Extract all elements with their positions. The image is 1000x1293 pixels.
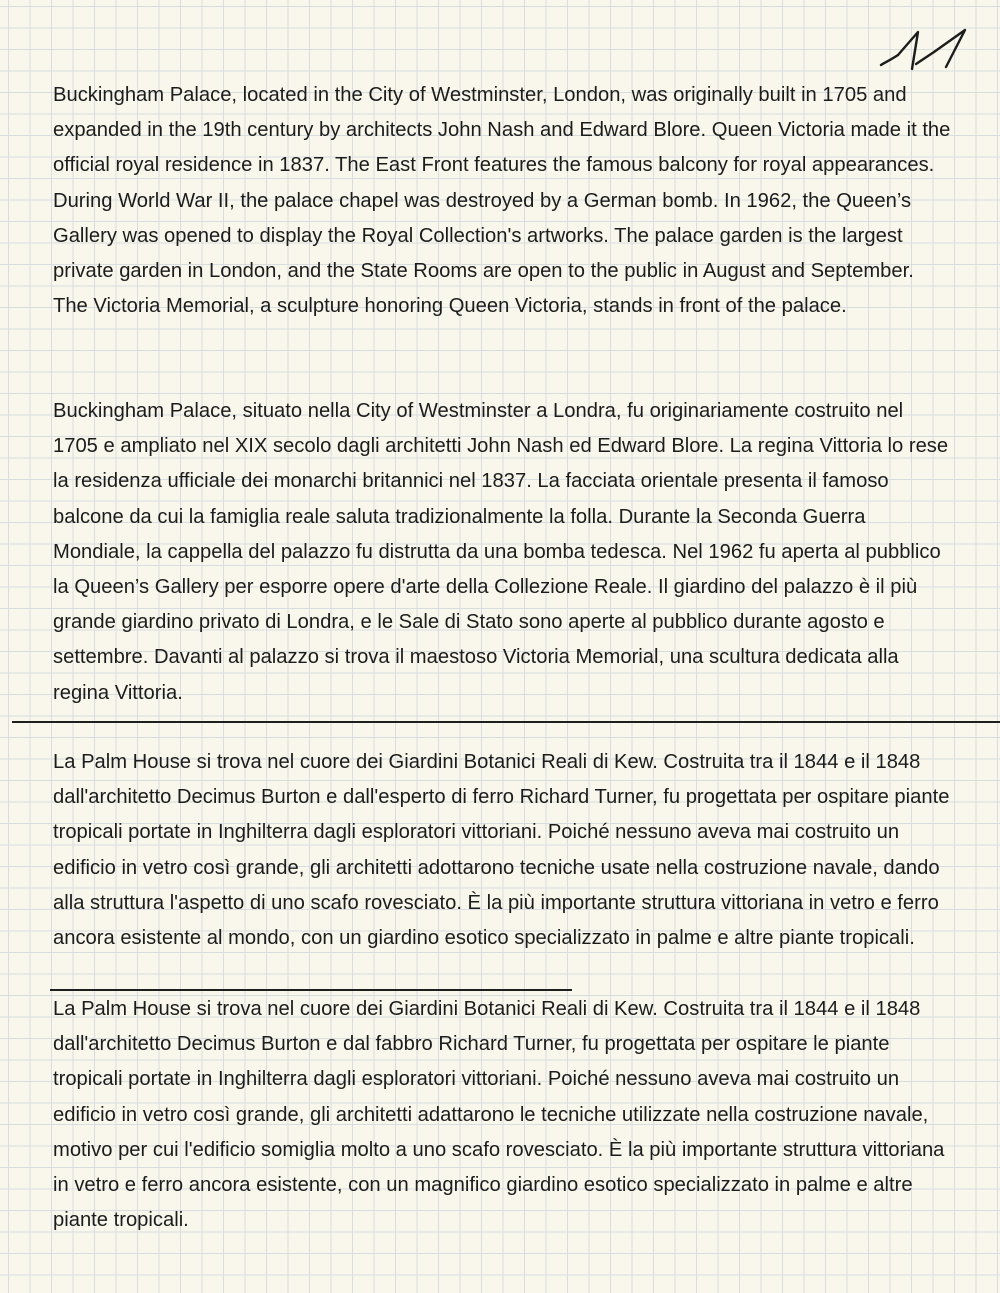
italian-paragraph-buckingham: Buckingham Palace, situato nella City of Westminster a Londra, fu originariamente costruito nel 1705 e ampliato nel XIX secolo dagli architetti John Nash ed Edward Blore. La regina Vittoria lo rese la residenza ufficiale dei monarchi britannici nel 1837. La facciata orientale presenta il famoso balcone da cui la famiglia reale saluta tradizionalmente la folla. Durante la Seconda Guerra Mondiale, la cappella del palazzo fu distrutta da una bomba tedesca. Nel 1962 fu aperta al pubblico la Queen’s Gallery per esporre opere d'arte della Collezione Reale. Il giardino del palazzo è il più grande giardino privato di Londra, e le Sale di Stato sono aperte al pubblico durante agosto e settembre. Davanti al palazzo si trova il maestoso Victoria Memorial, una scultura dedicata alla regina Vittoria.	[53, 400, 949, 704]
english-paragraph-buckingham: Buckingham Palace, located in the City of Westminster, London, was originally built in 1705 and expanded in the 19th century by architects John Nash and Edward Blore. Queen Victoria made it the official royal residence in 1837. The East Front features the famous balcony for royal appearances. During World War II, the palace chapel was destroyed by a German bomb. In 1962, the Queen’s Gallery was opened to display the Royal Collection's artworks. The palace garden is the largest private garden in London, and the State Rooms are open to the public in August and September. The Victoria Memorial, a sculpture honoring Queen Victoria, stands in front of the palace.	[53, 84, 951, 318]
italian-paragraph-palm-house-draft: La Palm House si trova nel cuore dei Giardini Botanici Reali di Kew. Costruita tra il 1844 e il 1848 dall'architetto Decimus Burton e dall'esperto di ferro Richard Turner, fu progettata per ospitare piante tropicali portate in Inghilterra dagli esploratori vittoriani. Poiché nessuno aveva mai costruito un edificio in vetro così grande, gli architetti adottarono tecniche usate nella costruzione navale, dando alla struttura l'aspetto di uno scafo rovesciato. È la più importante struttura vittoriana in vetro e ferro ancora esistente al mondo, con un giardino esotico specializzato in palme e altre piante tropicali.	[53, 751, 950, 950]
handwritten-page-number	[872, 22, 972, 74]
italian-paragraph-palm-house-revised: La Palm House si trova nel cuore dei Giardini Botanici Reali di Kew. Costruita tra il 1844 e il 1848 dall'architetto Decimus Burton e dal fabbro Richard Turner, fu progettata per ospitare le piante tropicali portate in Inghilterra dagli esploratori vittoriani. Poiché nessuno aveva mai costruito un edificio in vetro così grande, gli architetti adattarono le tecniche utilizzate nella costruzione navale, motivo per cui l'edificio somiglia molto a uno scafo rovesciato. È la più importante struttura vittoriana in vetro e ferro ancora esistente, con un magnifico giardino esotico specializzato in palme e altre piante tropicali.	[53, 998, 945, 1232]
underline-divider	[50, 989, 572, 991]
section-divider	[12, 721, 1000, 723]
